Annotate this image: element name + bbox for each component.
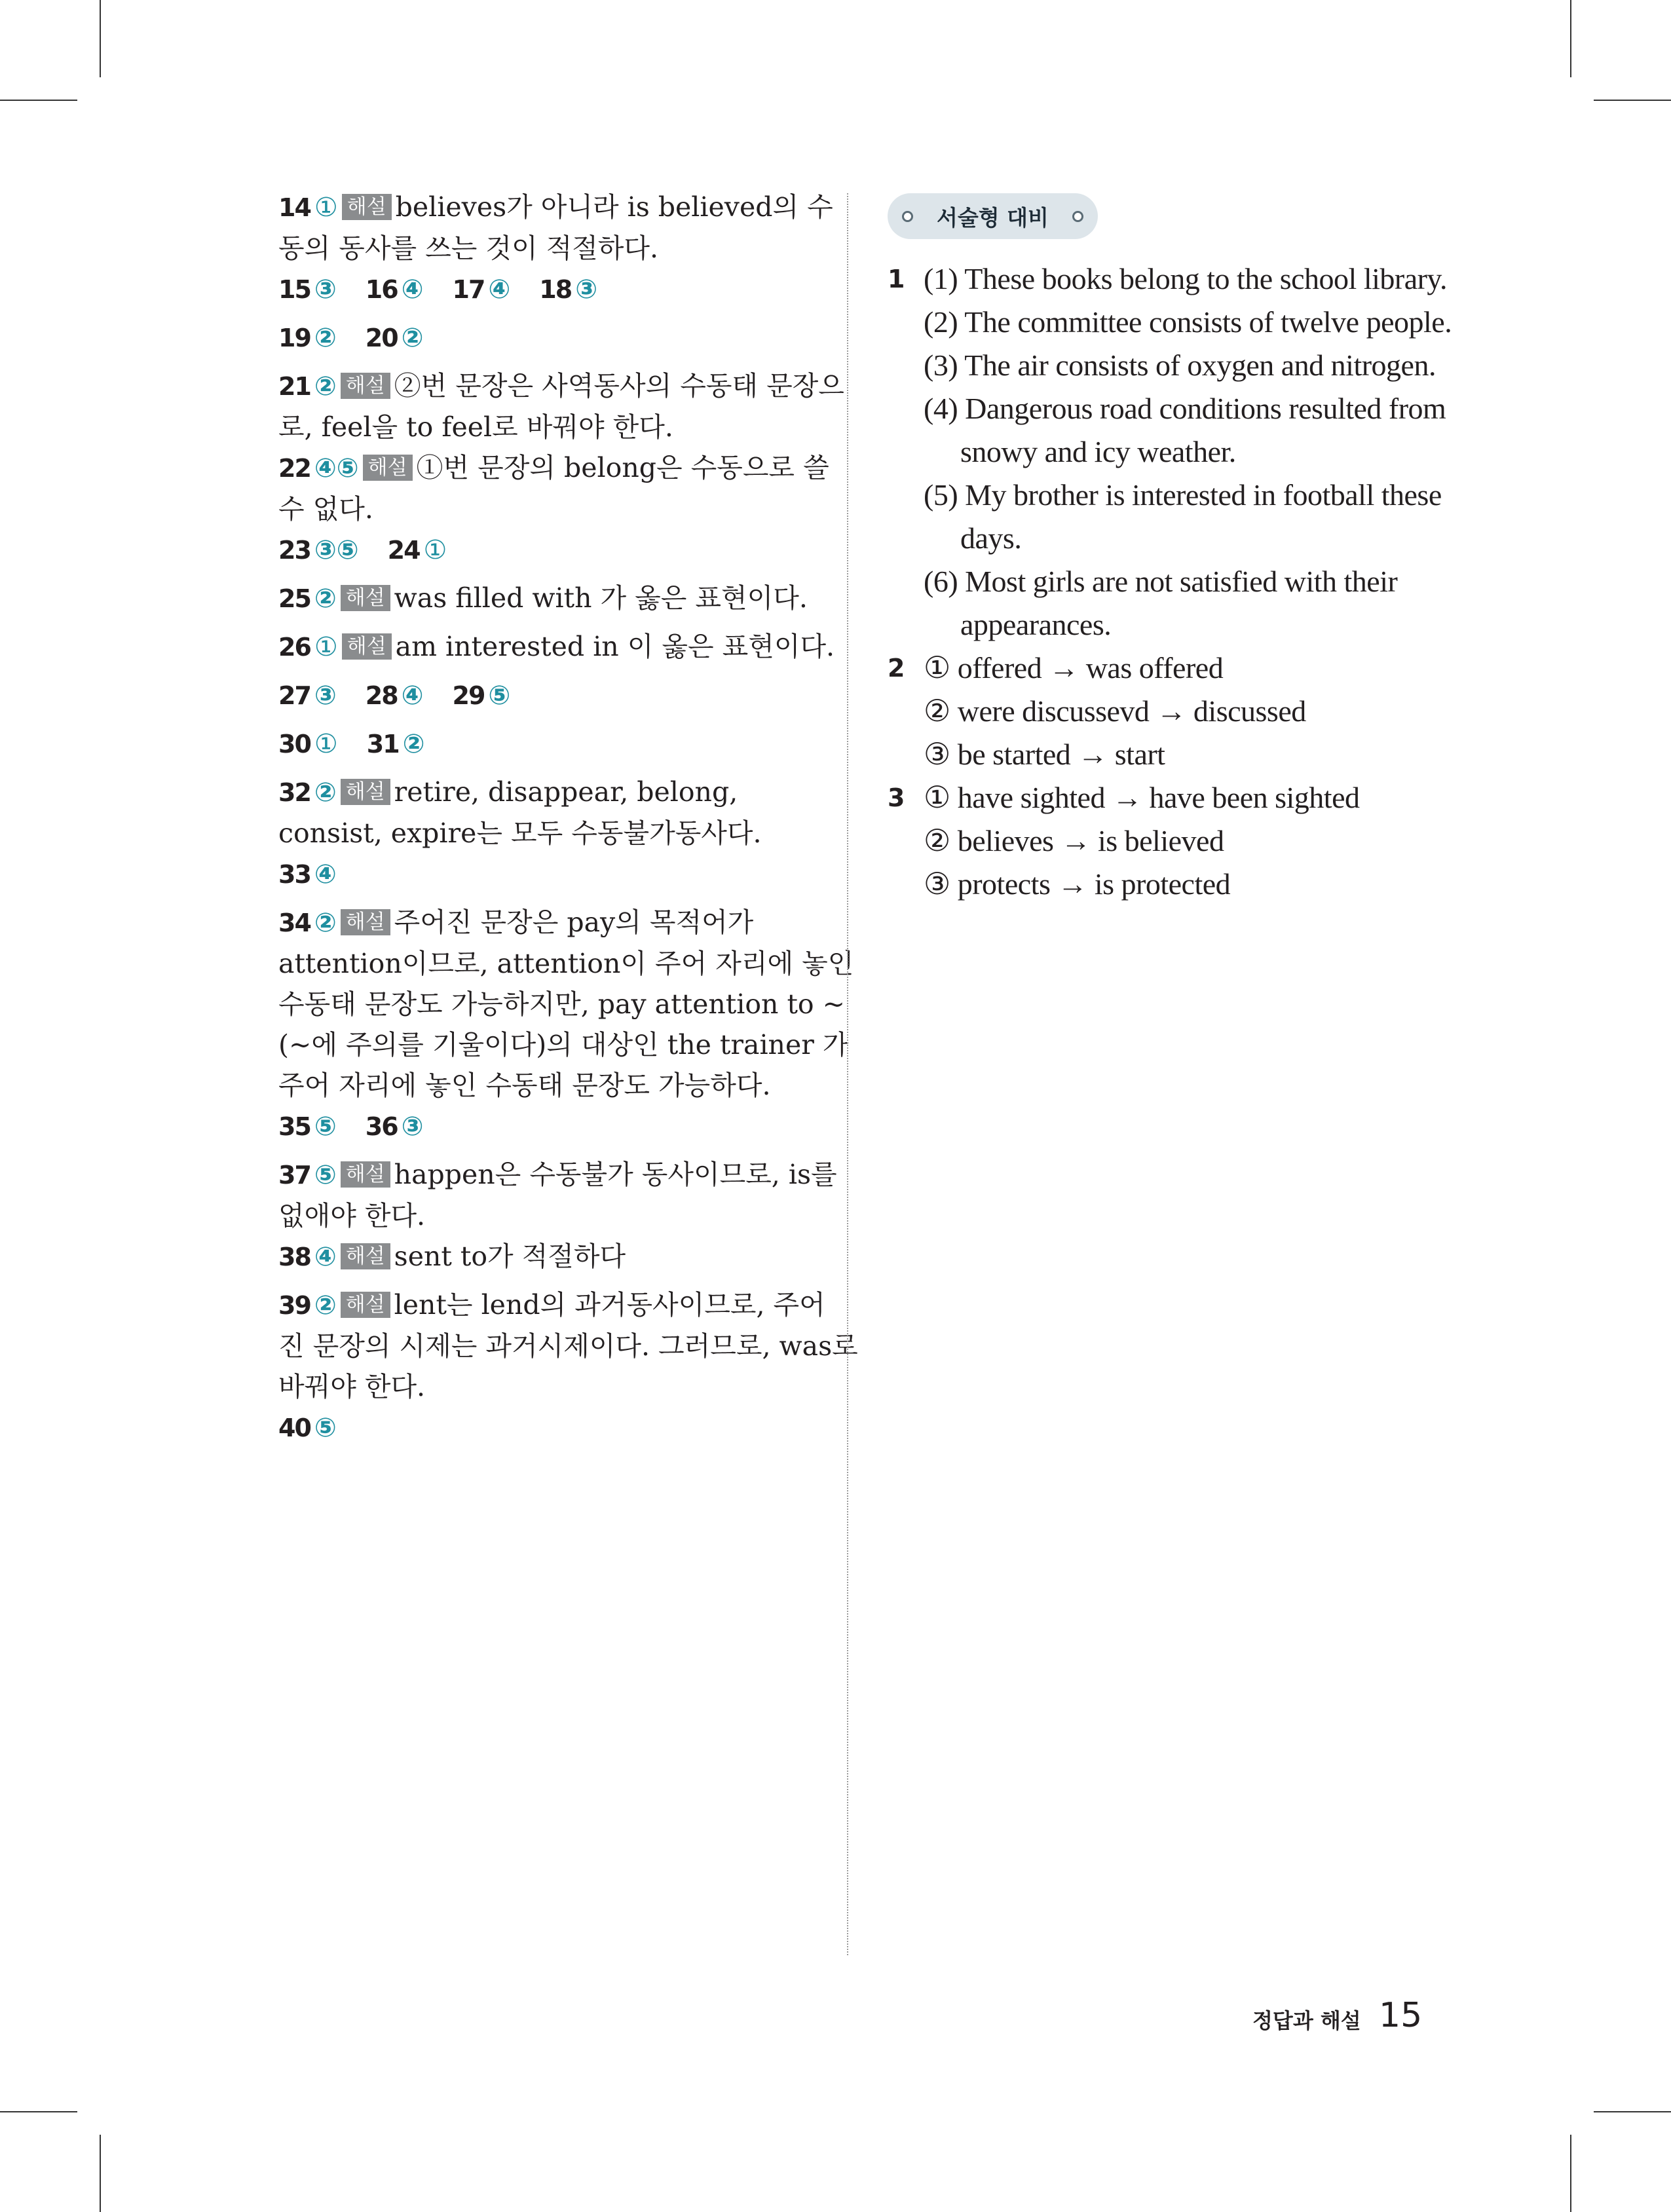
crop-mark [1570, 2135, 1571, 2212]
answer-choice: ② [314, 778, 337, 808]
explanation-text: ①번 문장의 belong은 수동으로 쓸 [416, 452, 829, 483]
bullet-circle-icon [1072, 211, 1083, 222]
answer-choice: ① [314, 193, 338, 223]
section-header [888, 193, 1098, 239]
answer-text: ③ be started → start [924, 738, 1165, 771]
answer-line [278, 675, 802, 716]
explanation-text: (~에 주의를 기울이다)의 대상인 the trainer 가 [278, 1029, 849, 1060]
answer-choice: ② [314, 908, 337, 938]
crop-mark [1594, 2111, 1671, 2112]
answer-text: ③ protects → is protected [924, 867, 1231, 901]
explanation-text: attention이므로, attention이 주어 자리에 놓인 [278, 948, 854, 979]
answer-choice: ④ [314, 859, 337, 890]
explanation-badge: 해설 [341, 585, 390, 611]
answer-line [278, 1236, 802, 1277]
answer-text: ① offered → was offered [924, 651, 1224, 684]
answer-line [278, 187, 833, 228]
bullet-circle-icon [902, 211, 913, 222]
crop-mark [1570, 0, 1571, 77]
item-number: 3 [888, 783, 905, 812]
section-title: 서술형 대비 [937, 204, 1049, 231]
explanation-text: 없애야 한다. [278, 1200, 426, 1231]
answer-text: (3) The air consists of oxygen and nitrogen. [924, 348, 1436, 382]
explanation-text: happen은 수동불가 동사이므로, is를 [394, 1159, 837, 1190]
explanation-badge: 해설 [341, 1243, 390, 1269]
answer-text: ② were discussevd → discussed [924, 694, 1306, 728]
explanation-text: 주어진 문장은 pay의 목적어가 [394, 907, 754, 938]
answer-line [278, 902, 802, 943]
question-number: 18 [539, 275, 572, 304]
answer-line [278, 772, 802, 813]
answer-choice: ④ [401, 681, 424, 711]
written-answers-column [888, 193, 1457, 906]
answer-text: ② believes → is believed [924, 824, 1224, 857]
answer-line [278, 1284, 825, 1326]
explanation-text: 로, feel을 to feel로 바꿔야 한다. [278, 411, 673, 443]
crop-mark [100, 2135, 101, 2212]
item-number: 1 [888, 265, 905, 293]
question-number: 24 [387, 536, 420, 565]
answer-choice: ② [401, 323, 424, 353]
question-number: 38 [278, 1243, 310, 1271]
written-item [888, 257, 1457, 647]
explanation-badge: 해설 [342, 633, 392, 660]
question-number: 22 [278, 454, 310, 483]
answer-choice: ② [314, 1290, 337, 1321]
answer-line [278, 529, 802, 571]
answer-choice: ⑤ [314, 1160, 337, 1190]
question-number: 32 [278, 778, 310, 807]
explanation-badge: 해설 [342, 194, 392, 220]
explanation-text: 주어 자리에 놓인 수동태 문장도 가능하다. [278, 1070, 771, 1101]
answer-text: (1) These books belong to the school library. [924, 262, 1447, 295]
question-number: 19 [278, 324, 310, 352]
explanation-text: believes가 아니라 is believed의 수 [395, 191, 833, 223]
explanation-badge: 해설 [341, 909, 390, 935]
answer-text: appearances. [960, 608, 1112, 641]
explanation-text: was filled with 가 옳은 표현이다. [394, 582, 808, 614]
explanation-text: 수동태 문장도 가능하지만, pay attention to ~ [278, 988, 846, 1020]
answer-choice: ④ [314, 1242, 337, 1272]
answer-choice: ③ [314, 274, 337, 305]
answer-choice: ① [314, 729, 338, 759]
crop-mark [100, 0, 101, 77]
answer-choice: ② [314, 371, 337, 402]
written-item [888, 776, 1457, 906]
explanation-text: am interested in 이 옳은 표현이다. [395, 631, 835, 662]
explanation-badge: 해설 [363, 455, 413, 481]
explanation-text: lent는 lend의 과거동사이므로, 주어 [394, 1289, 825, 1321]
question-number: 20 [365, 324, 398, 352]
answer-line [278, 1154, 837, 1195]
question-number: 15 [278, 275, 310, 304]
answer-choice: ③⑤ [314, 535, 359, 565]
answer-choice: ⑤ [314, 1413, 337, 1443]
answer-line [278, 723, 802, 764]
question-number: 23 [278, 536, 310, 565]
explanation-badge: 해설 [341, 779, 390, 805]
footer-label: 정답과 해설 [1252, 2008, 1361, 2033]
explanation-text: ②번 문장은 사역동사의 수동태 문장으 [394, 370, 844, 402]
explanation-text: retire, disappear, belong, [394, 776, 738, 808]
question-number: 40 [278, 1414, 310, 1442]
question-number: 31 [366, 730, 399, 759]
explanation-text: 바꿔야 한다. [278, 1371, 426, 1402]
explanation-badge: 해설 [341, 1292, 390, 1318]
explanation-text: sent to가 적절하다 [394, 1241, 626, 1272]
crop-mark [1594, 100, 1671, 101]
answer-key-column [278, 187, 858, 1448]
question-number: 34 [278, 909, 310, 937]
question-number: 35 [278, 1112, 310, 1141]
answer-choice: ⑤ [488, 681, 511, 711]
answer-choice: ④⑤ [314, 453, 359, 483]
answer-line [278, 366, 844, 407]
answer-line [278, 853, 802, 895]
explanation-text: consist, expire는 모두 수동불가동사다. [278, 817, 762, 849]
explanation-badge: 해설 [341, 1161, 390, 1188]
answer-choice: ④ [401, 274, 424, 305]
answer-choice: ③ [575, 274, 598, 305]
question-number: 39 [278, 1291, 310, 1320]
question-number: 27 [278, 681, 310, 710]
answer-choice: ② [402, 729, 425, 759]
answer-text: snowy and icy weather. [960, 435, 1236, 468]
answer-text: ① have sighted → have been sighted [924, 781, 1360, 814]
question-number: 28 [365, 681, 398, 710]
answer-text: (4) Dangerous road conditions resulted from [924, 392, 1446, 425]
question-number: 36 [365, 1112, 398, 1141]
answer-choice: ② [314, 323, 337, 353]
answer-line [278, 578, 808, 619]
answer-choice: ⑤ [314, 1112, 337, 1142]
explanation-badge: 해설 [341, 373, 390, 399]
crop-mark [0, 100, 77, 101]
question-number: 26 [278, 633, 310, 662]
question-number: 25 [278, 584, 310, 613]
answer-line [278, 626, 835, 667]
answer-choice: ③ [314, 681, 337, 711]
page-number: 15 [1379, 1996, 1423, 2035]
answer-text: (6) Most girls are not satisfied with their [924, 565, 1398, 598]
answer-line [278, 269, 802, 310]
answer-choice: ① [314, 632, 338, 662]
question-number: 37 [278, 1161, 310, 1190]
question-number: 14 [278, 193, 310, 222]
answer-line [278, 1106, 802, 1147]
explanation-text: 진 문장의 시제는 과거시제이다. 그러므로, was로 [278, 1330, 858, 1362]
question-number: 33 [278, 860, 310, 889]
answer-line [278, 1407, 802, 1448]
answer-text: (2) The committee consists of twelve people. [924, 305, 1452, 339]
crop-mark [0, 2111, 77, 2112]
answer-line [278, 317, 802, 358]
question-number: 30 [278, 730, 310, 759]
written-item [888, 647, 1457, 776]
answer-choice: ① [423, 535, 447, 565]
answer-choice: ② [314, 584, 337, 614]
column-divider [847, 193, 848, 1955]
answer-choice: ④ [488, 274, 511, 305]
question-number: 29 [452, 681, 485, 710]
explanation-text: 동의 동사를 쓰는 것이 적절하다. [278, 233, 659, 264]
answer-line [278, 447, 829, 489]
answer-text: days. [960, 521, 1022, 555]
explanation-text: 수 없다. [278, 493, 373, 525]
question-number: 21 [278, 372, 310, 401]
answer-choice: ③ [401, 1112, 424, 1142]
item-number: 2 [888, 654, 905, 683]
question-number: 16 [365, 275, 398, 304]
answer-text: (5) My brother is interested in football these [924, 478, 1442, 512]
question-number: 17 [452, 275, 485, 304]
